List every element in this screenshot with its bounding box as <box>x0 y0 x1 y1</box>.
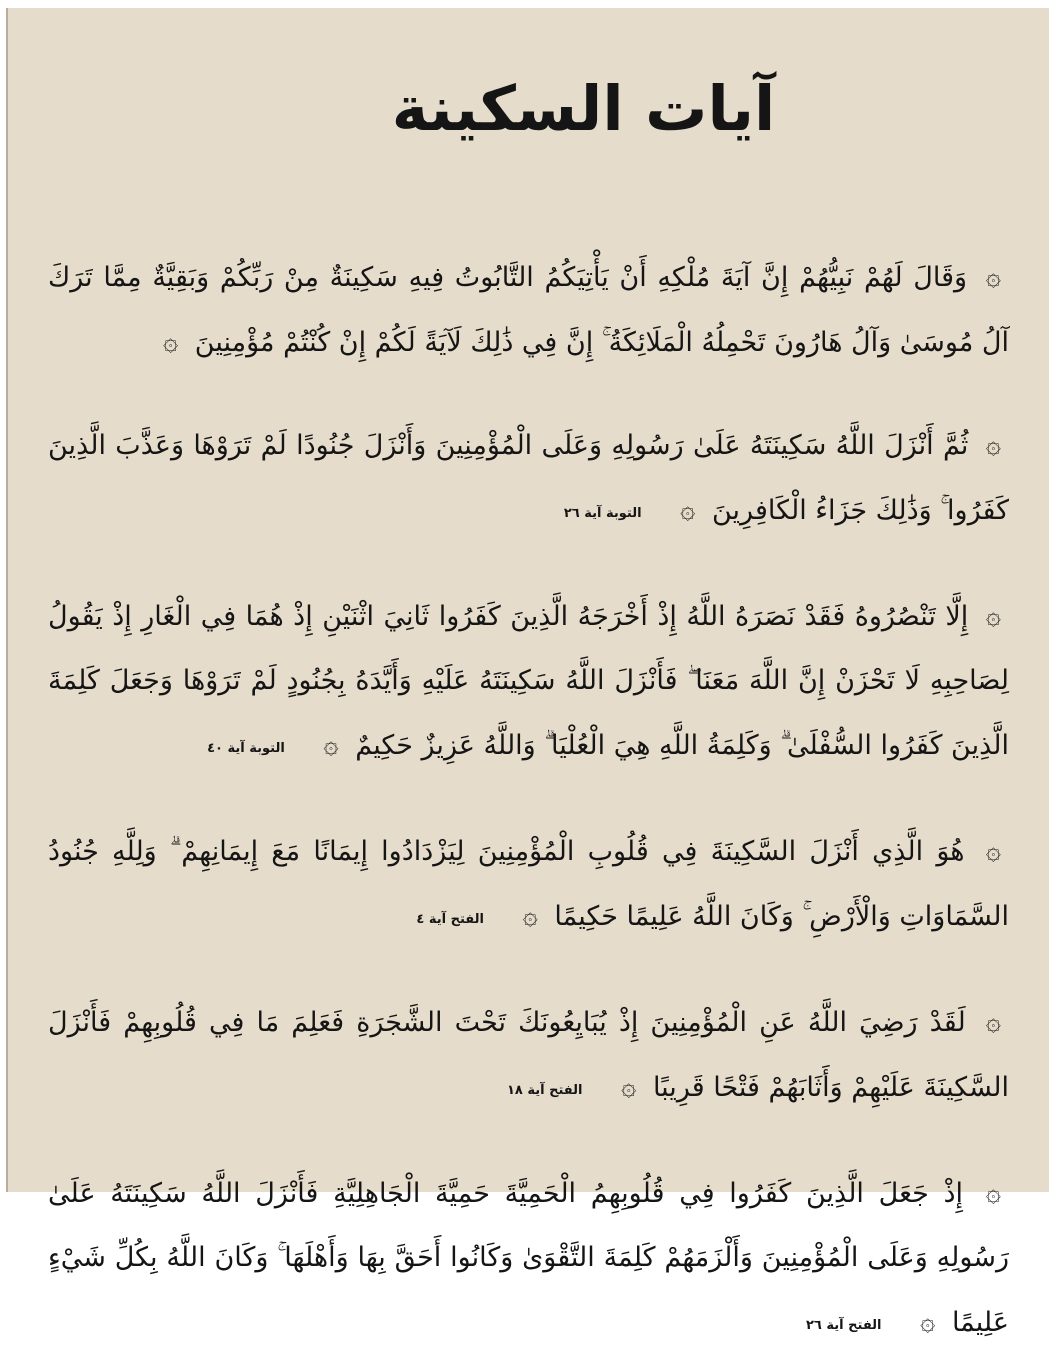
ornament-close: ۞ <box>522 901 538 931</box>
page-title: آيات السكينة <box>391 72 776 145</box>
verses-list <box>48 218 1009 1358</box>
verse-text: لَقَدْ رَضِيَ اللَّهُ عَنِ الْمُؤْمِنِينَ إِذْ يُبَايِعُونَكَ تَحْتَ الشَّجَرَةِ فَعَلِمَ مَا فِي قُلُوبِهِمْ فَأَنْزَلَ السَّكِينَةَ عَلَيْهِمْ وَأَثَابَهُمْ فَتْحًا قَرِيبًا <box>48 1007 1009 1103</box>
ornament-open: ۞ <box>985 1007 1001 1037</box>
ornament-close: ۞ <box>680 495 696 525</box>
verse-text: ثُمَّ أَنْزَلَ اللَّهُ سَكِينَتَهُ عَلَىٰ رَسُولِهِ وَعَلَى الْمُؤْمِنِينَ وَأَنْزَلَ جُنُودًا لَمْ تَرَوْهَا وَعَذَّبَ الَّذِينَ كَفَرُوا ۚ وَذَٰلِكَ جَزَاءُ الْكَافِرِينَ <box>48 430 1009 526</box>
ornament-open: ۞ <box>985 430 1001 460</box>
verse-text: إِلَّا تَنْصُرُوهُ فَقَدْ نَصَرَهُ اللَّهُ إِذْ أَخْرَجَهُ الَّذِينَ كَفَرُوا ثَانِيَ اثْنَيْنِ إِذْ هُمَا فِي الْغَارِ إِذْ يَقُولُ لِصَاحِبِهِ لَا تَحْزَنْ إِنَّ اللَّهَ مَعَنَا ۖ فَأَنْزَلَ اللَّهُ سَكِينَتَهُ عَلَيْهِ وَأَيَّدَهُ بِجُنُودٍ لَمْ تَرَوْهَا وَجَعَلَ كَلِمَةَ الَّذِينَ كَفَرُوا السُّفْلَىٰ ۗ وَكَلِمَةُ اللَّهِ هِيَ الْعُلْيَا ۗ وَاللَّهُ عَزِيزٌ حَكِيمٌ <box>48 601 1009 761</box>
verse-text: وَقَالَ لَهُمْ نَبِيُّهُمْ إِنَّ آيَةَ مُلْكِهِ أَنْ يَأْتِيَكُمُ التَّابُوتُ فِيهِ سَكِينَةٌ مِنْ رَبِّكُمْ وَبَقِيَّةٌ مِمَّا تَرَكَ آلُ مُوسَىٰ وَآلُ هَارُونَ تَحْمِلُهُ الْمَلَائِكَةُ ۚ إِنَّ فِي ذَٰلِكَ لَآيَةً لَكُمْ إِنْ كُنْتُمْ مُؤْمِنِينَ <box>48 262 1009 358</box>
verse-2 <box>48 413 1009 546</box>
ornament-close: ۞ <box>323 730 339 760</box>
verse-text: هُوَ الَّذِي أَنْزَلَ السَّكِينَةَ فِي قُلُوبِ الْمُؤْمِنِينَ لِيَزْدَادُوا إِيمَانًا مَعَ إِيمَانِهِمْ ۗ وَلِلَّهِ جُنُودُ السَّمَاوَاتِ وَالْأَرْضِ ۚ وَكَانَ اللَّهُ عَلِيمًا حَكِيمًا <box>48 836 1009 932</box>
verse-reference: التوبة آية ٢٦ <box>563 506 642 521</box>
verse-5 <box>48 990 1009 1123</box>
verse-1 <box>48 245 1009 375</box>
ornament-close: ۞ <box>621 1072 637 1102</box>
ornament-close: ۞ <box>162 327 179 357</box>
ornament-close: ۞ <box>920 1307 936 1337</box>
ornament-open: ۞ <box>985 1178 1001 1208</box>
verse-text: إِذْ جَعَلَ الَّذِينَ كَفَرُوا فِي قُلُوبِهِمُ الْحَمِيَّةَ حَمِيَّةَ الْجَاهِلِيَّةِ فَأَنْزَلَ اللَّهُ سَكِينَتَهُ عَلَىٰ رَسُولِهِ وَعَلَى الْمُؤْمِنِينَ وَأَلْزَمَهُمْ كَلِمَةَ التَّقْوَىٰ وَكَانُوا أَحَقَّ بِهَا وَأَهْلَهَا ۚ وَكَانَ اللَّهُ بِكُلِّ شَيْءٍ عَلِيمًا <box>48 1178 1009 1338</box>
verse-reference: الفتح آية ٤ <box>416 912 484 927</box>
verse-3 <box>48 584 1009 781</box>
verse-reference: الفتح آية ١٨ <box>506 1083 583 1098</box>
verse-reference: التوبة آية ٤٠ <box>207 741 285 756</box>
ornament-open: ۞ <box>985 262 1001 292</box>
page <box>6 8 1049 1338</box>
verse-reference: الفتح آية ٢٦ <box>806 1318 882 1333</box>
verse-4 <box>48 819 1009 952</box>
ornament-open: ۞ <box>985 601 1001 631</box>
verse-6 <box>48 1161 1009 1358</box>
ornament-open: ۞ <box>985 836 1001 866</box>
